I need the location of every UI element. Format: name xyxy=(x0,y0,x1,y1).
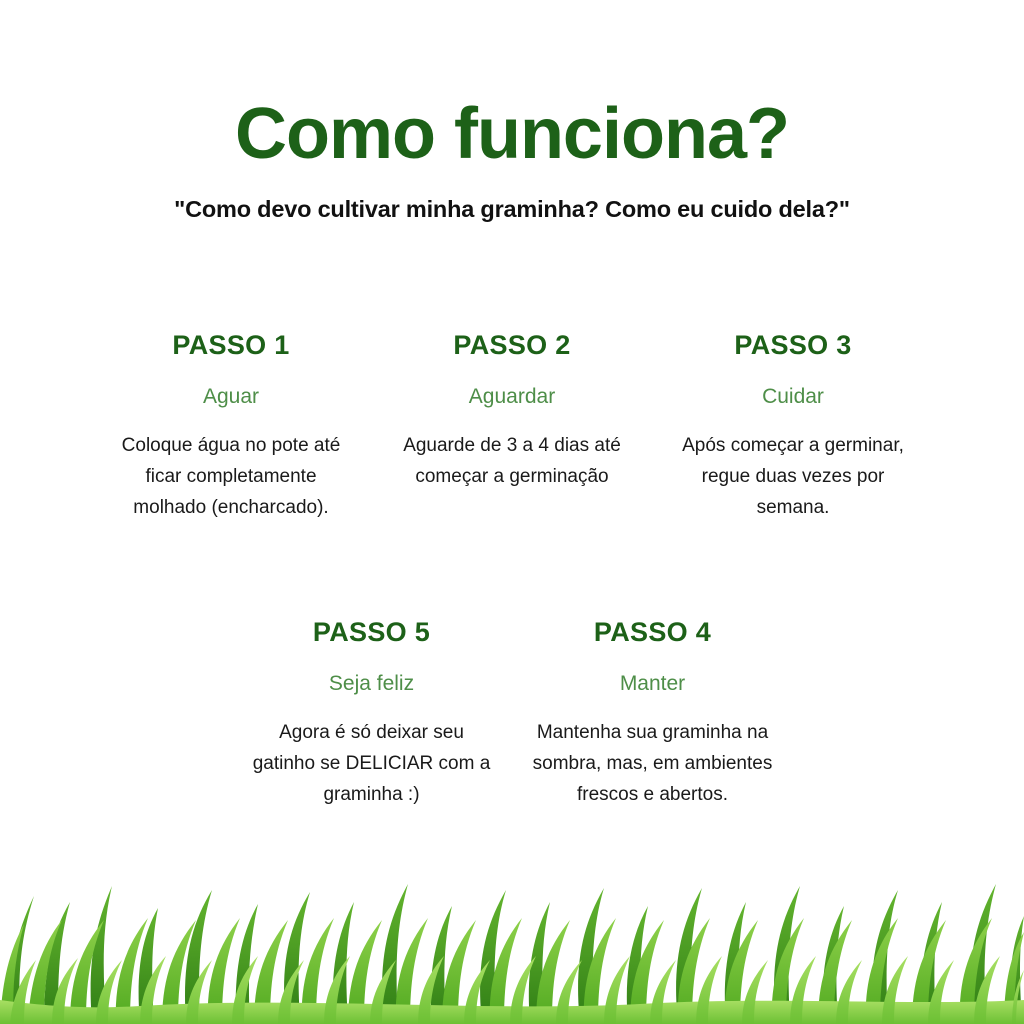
step-subtitle: Cuidar xyxy=(762,385,824,408)
step-subtitle: Seja feliz xyxy=(328,672,415,695)
step-title: PASSO 2 xyxy=(453,330,571,360)
grass-icon xyxy=(0,824,1024,1024)
step-subtitle: Aguardar xyxy=(468,385,556,408)
step-description: Agora é só deixar seu gatinho se DELICIAR com a graminha :) xyxy=(252,722,491,805)
step-subtitle: Aguar xyxy=(202,385,260,408)
step-title: PASSO 4 xyxy=(593,617,712,647)
page-title: Como funciona? xyxy=(235,94,789,174)
step-card-3 xyxy=(661,330,926,523)
header xyxy=(0,94,1024,223)
step-subtitle: Manter xyxy=(619,672,686,695)
step-title: PASSO 5 xyxy=(312,617,431,647)
step-description: Após começar a germinar, regue duas vezes por semana. xyxy=(682,435,904,518)
step-title: PASSO 3 xyxy=(734,330,852,360)
step-card-4 xyxy=(520,617,785,810)
step-card-1 xyxy=(99,330,364,523)
step-description: Mantenha sua graminha na sombra, mas, em ambientes frescos e abertos. xyxy=(532,722,773,805)
step-description: Aguarde de 3 a 4 dias até começar a germinação xyxy=(403,435,621,487)
step-card-2 xyxy=(380,330,645,523)
step-card-5 xyxy=(239,617,504,810)
page-subtitle: "Como devo cultivar minha graminha? Como eu cuido dela?" xyxy=(174,196,850,222)
step-description: Coloque água no pote até ficar completamente molhado (encharcado). xyxy=(121,435,341,518)
steps-row-top xyxy=(0,330,1024,523)
step-title: PASSO 1 xyxy=(172,330,290,360)
steps-row-bottom xyxy=(0,617,1024,810)
